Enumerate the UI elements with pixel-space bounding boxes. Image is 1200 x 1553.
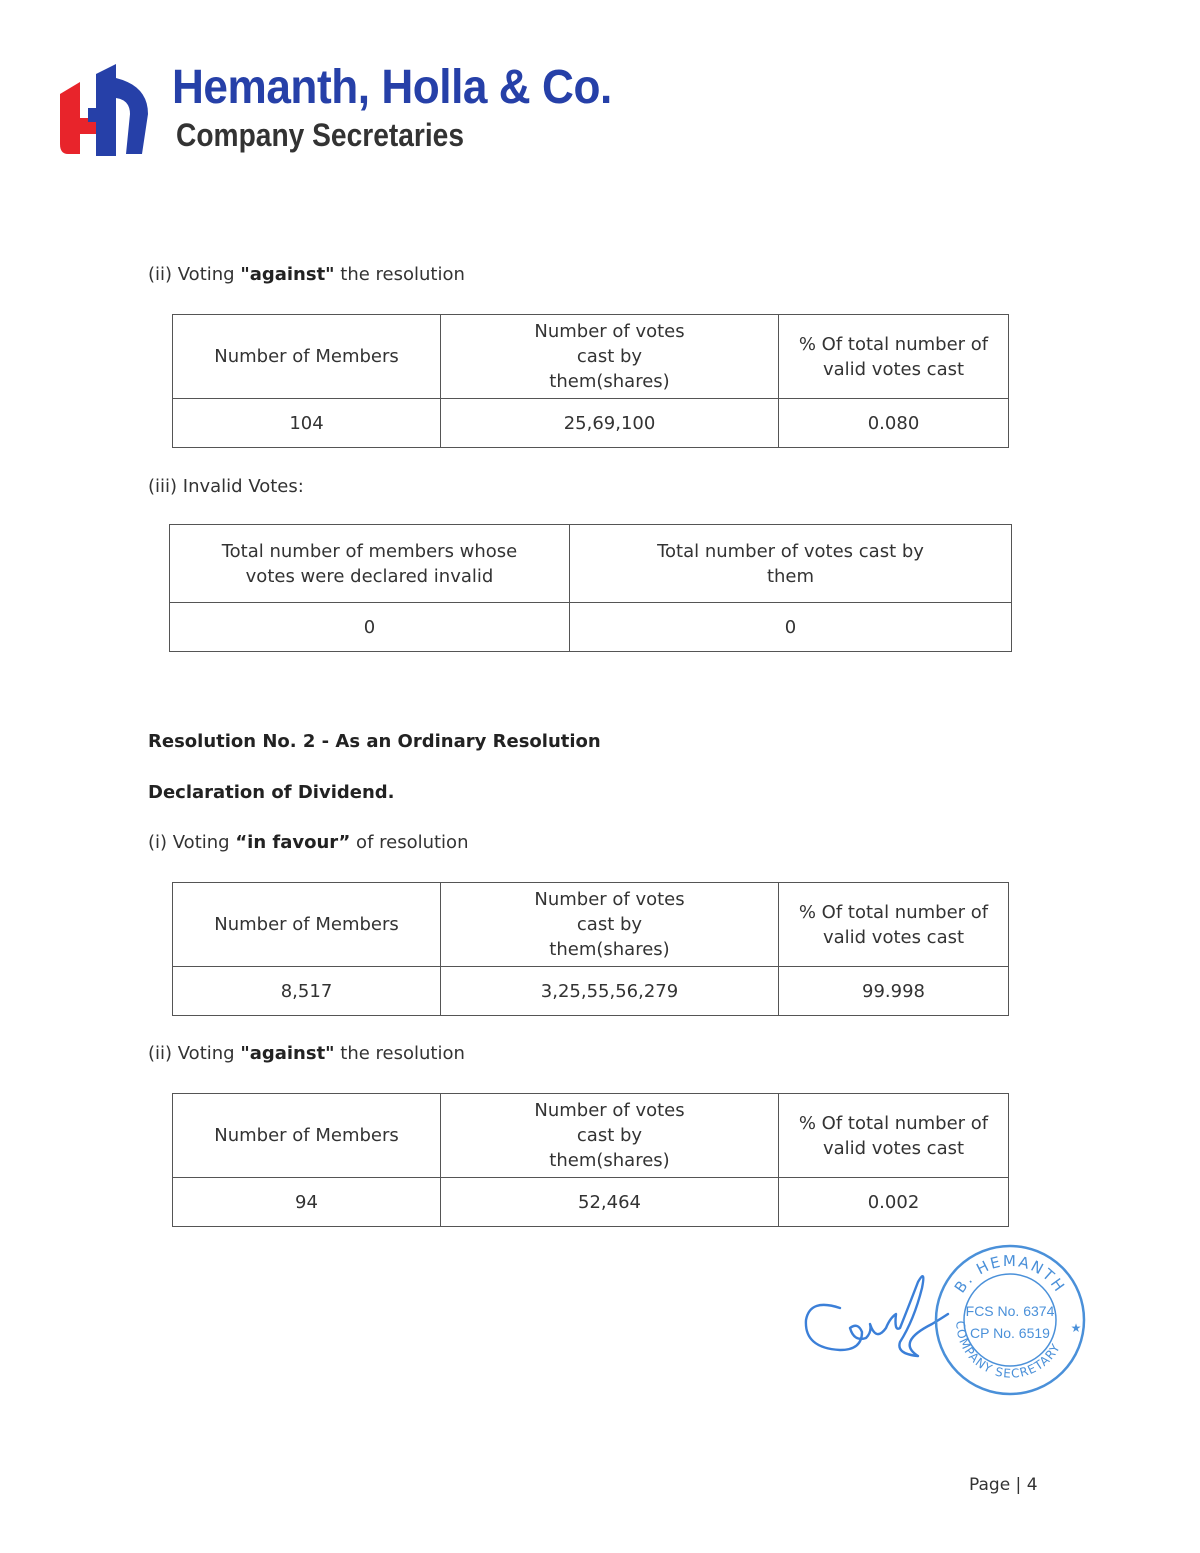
signature	[800, 1262, 950, 1372]
header-cell: Number of votes cast by them(shares)	[441, 315, 779, 399]
page-number: Page | 4	[969, 1475, 1038, 1495]
table-header-row	[173, 315, 1009, 399]
res2-subtitle: Declaration of Dividend.	[148, 782, 395, 803]
stamp-star-icon: ★	[1070, 1321, 1082, 1335]
header-cell: Total number of votes cast by them	[570, 525, 1012, 603]
table-header-row	[173, 1094, 1009, 1178]
header-cell: Number of Members	[173, 315, 441, 399]
company-secretary-stamp	[930, 1240, 1090, 1400]
header-cell: Number of votes cast by them(shares)	[441, 1094, 779, 1178]
votes-count: 25,69,100	[441, 399, 779, 448]
votes-percent: 0.002	[779, 1178, 1009, 1227]
table-row	[173, 1178, 1009, 1227]
members-count: 8,517	[173, 967, 441, 1016]
table-header-row	[173, 883, 1009, 967]
votes-count: 52,464	[441, 1178, 779, 1227]
res2-against-table	[172, 1093, 1009, 1227]
res1-invalid-table	[169, 524, 1012, 652]
res1-invalid-label: (iii) Invalid Votes:	[148, 476, 304, 497]
votes-percent: 99.998	[779, 967, 1009, 1016]
header-cell: Number of Members	[173, 1094, 441, 1178]
res1-against-label: (ii) Voting "against" the resolution	[148, 264, 465, 285]
invalid-votes: 0	[570, 603, 1012, 652]
header-cell: Number of votes cast by them(shares)	[441, 883, 779, 967]
firm-subtitle: Company Secretaries	[176, 117, 464, 153]
res1-against-table	[172, 314, 1009, 448]
res2-favour-label: (i) Voting “in favour” of resolution	[148, 832, 469, 853]
members-count: 104	[173, 399, 441, 448]
firm-name: Hemanth, Holla & Co.	[172, 61, 612, 114]
votes-percent: 0.080	[779, 399, 1009, 448]
votes-count: 3,25,55,56,279	[441, 967, 779, 1016]
header-cell: % Of total number of valid votes cast	[779, 315, 1009, 399]
members-count: 94	[173, 1178, 441, 1227]
stamp-role: COMPANY SECRETARY	[953, 1320, 1064, 1381]
firm-logo	[56, 64, 152, 160]
header-cell: Total number of members whose votes were declared invalid	[170, 525, 570, 603]
table-row	[173, 967, 1009, 1016]
header-cell: % Of total number of valid votes cast	[779, 883, 1009, 967]
table-header-row	[170, 525, 1012, 603]
invalid-members: 0	[170, 603, 570, 652]
header-cell: Number of Members	[173, 883, 441, 967]
stamp-fcs: FCS No. 6374	[965, 1303, 1055, 1319]
table-row	[170, 603, 1012, 652]
header-cell: % Of total number of valid votes cast	[779, 1094, 1009, 1178]
stamp-cp: CP No. 6519	[970, 1325, 1050, 1341]
res2-against-label: (ii) Voting "against" the resolution	[148, 1043, 465, 1064]
table-row	[173, 399, 1009, 448]
res2-favour-table	[172, 882, 1009, 1016]
stamp-name: B. HEMANTH	[950, 1251, 1070, 1297]
res2-title: Resolution No. 2 - As an Ordinary Resolution	[148, 731, 601, 752]
